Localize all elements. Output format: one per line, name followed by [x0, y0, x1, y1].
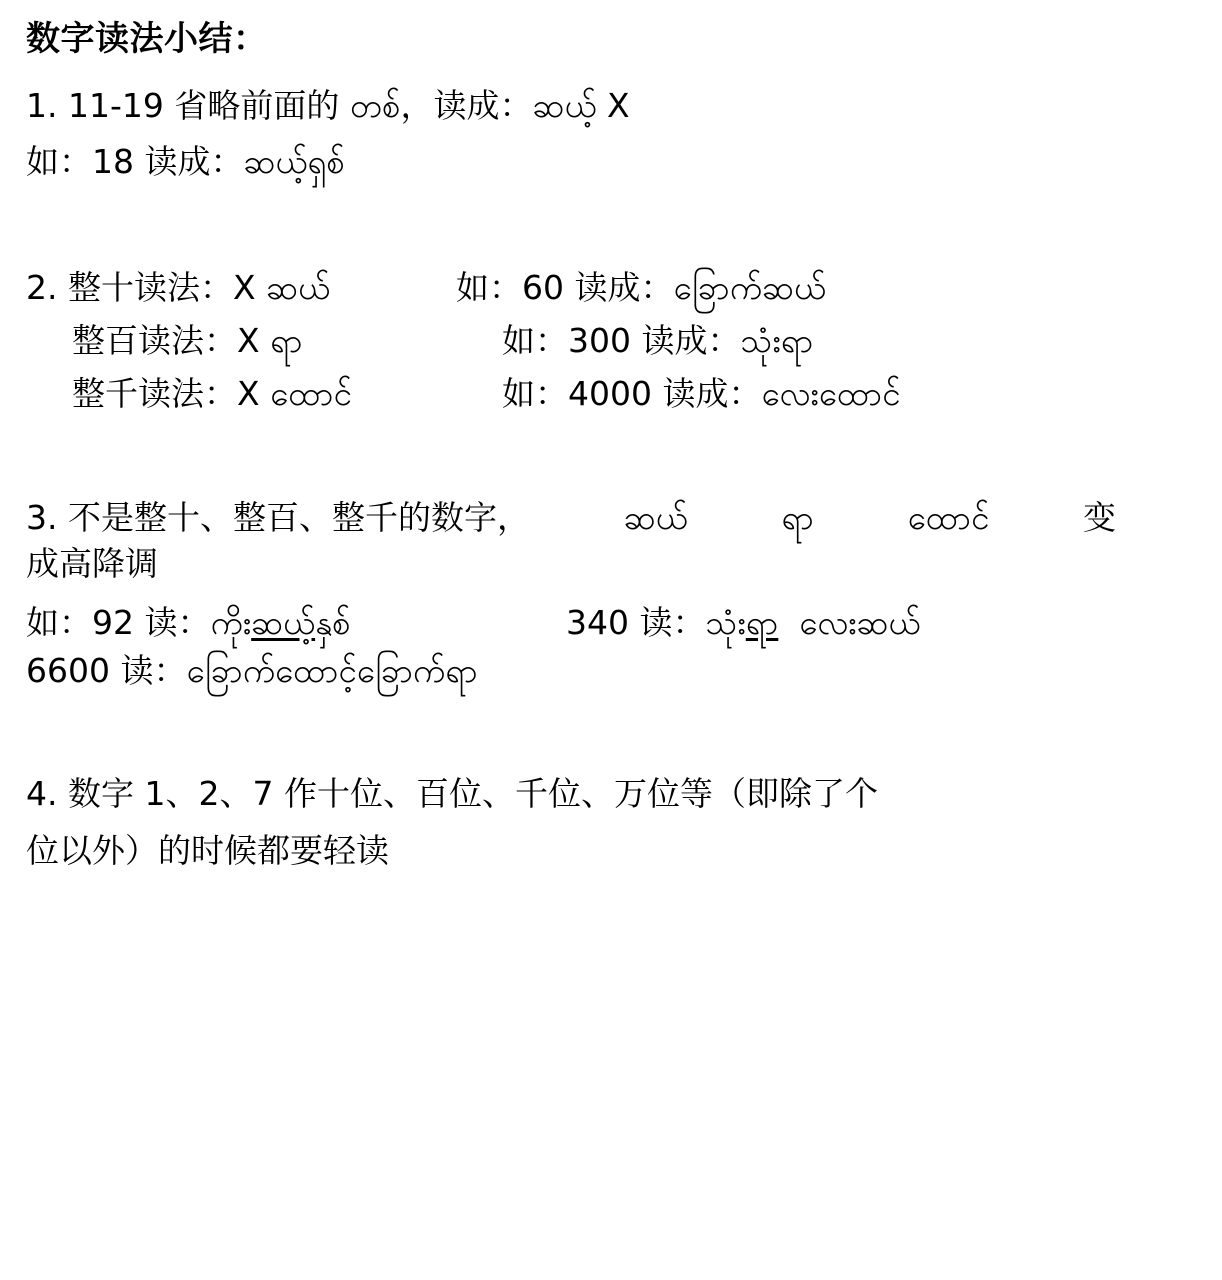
section-1-rule: 1. 11-19 省略前面的 တစ်，读成：ဆယ့် X	[26, 85, 630, 125]
page-title: 数字读法小结：	[26, 19, 268, 59]
section-3-example-right-prefix: 340 读：	[566, 603, 706, 643]
section-2-rule: 2. 整十读法：X ဆယ်	[26, 268, 331, 308]
section-3-example-right	[566, 598, 920, 648]
section-3-example-left-word-b: ဆယ့်	[251, 603, 316, 643]
section-3-word-change: 变	[1082, 497, 1116, 537]
section-2-row	[26, 262, 1196, 315]
section-3-example-right-word-a: သုံး	[705, 603, 746, 643]
section-3-rule-left: 3. 不是整十、整百、整千的数字，	[26, 497, 530, 537]
section-2	[26, 262, 1196, 420]
section-3-example-left-word-a: ကိုး	[210, 603, 252, 643]
section-2-rule: 整千读法：X ထောင်	[72, 373, 352, 413]
section-3-example-right-spacer	[778, 603, 799, 642]
spacer-2	[26, 429, 1196, 495]
section-3-example-right-word-b: ရာ	[745, 603, 779, 643]
spacer-1	[26, 196, 1196, 262]
section-3	[26, 495, 1196, 695]
section-2-example: 如：4000 读成：လေးထောင်	[502, 373, 901, 413]
section-3-example-left	[26, 598, 566, 648]
section-4-line-1: 4. 数字 1、2、7 作十位、百位、千位、万位等（即除了个	[26, 773, 878, 813]
section-3-rule-line-1	[26, 495, 1116, 542]
section-3-word-ten: ဆယ်	[623, 497, 688, 537]
section-3-example-line-2: 6600 读：ခြောက်ထောင့်ခြောက်ရာ	[26, 650, 478, 690]
section-2-example: 如：60 读成：ခြောက်ဆယ်	[456, 268, 826, 308]
section-3-word-hundred: ရာ	[781, 497, 814, 537]
section-4-line-2: 位以外）的时候都要轻读	[26, 830, 389, 870]
section-1	[26, 83, 1196, 187]
section-3-example-left-word-c: နှစ်	[315, 603, 351, 643]
section-1-example: 如：18 读成：ဆယ့်ရှစ်	[26, 142, 345, 182]
spacer-3	[26, 705, 1196, 771]
section-3-example-right-word-c: လေးဆယ်	[799, 603, 921, 643]
section-3-example-left-prefix: 如：92 读：	[26, 603, 211, 643]
section-2-row	[26, 315, 1196, 368]
section-3-word-thousand: ထောင်	[907, 497, 990, 537]
section-4	[26, 771, 1196, 875]
section-3-rule-line-2: 成高降调	[26, 544, 158, 584]
section-3-example-line-1	[26, 598, 1196, 648]
section-2-row	[26, 368, 1196, 421]
section-2-example: 如：300 读成：သုံးရာ	[502, 321, 814, 361]
section-2-rule: 整百读法：X ရာ	[72, 321, 303, 361]
